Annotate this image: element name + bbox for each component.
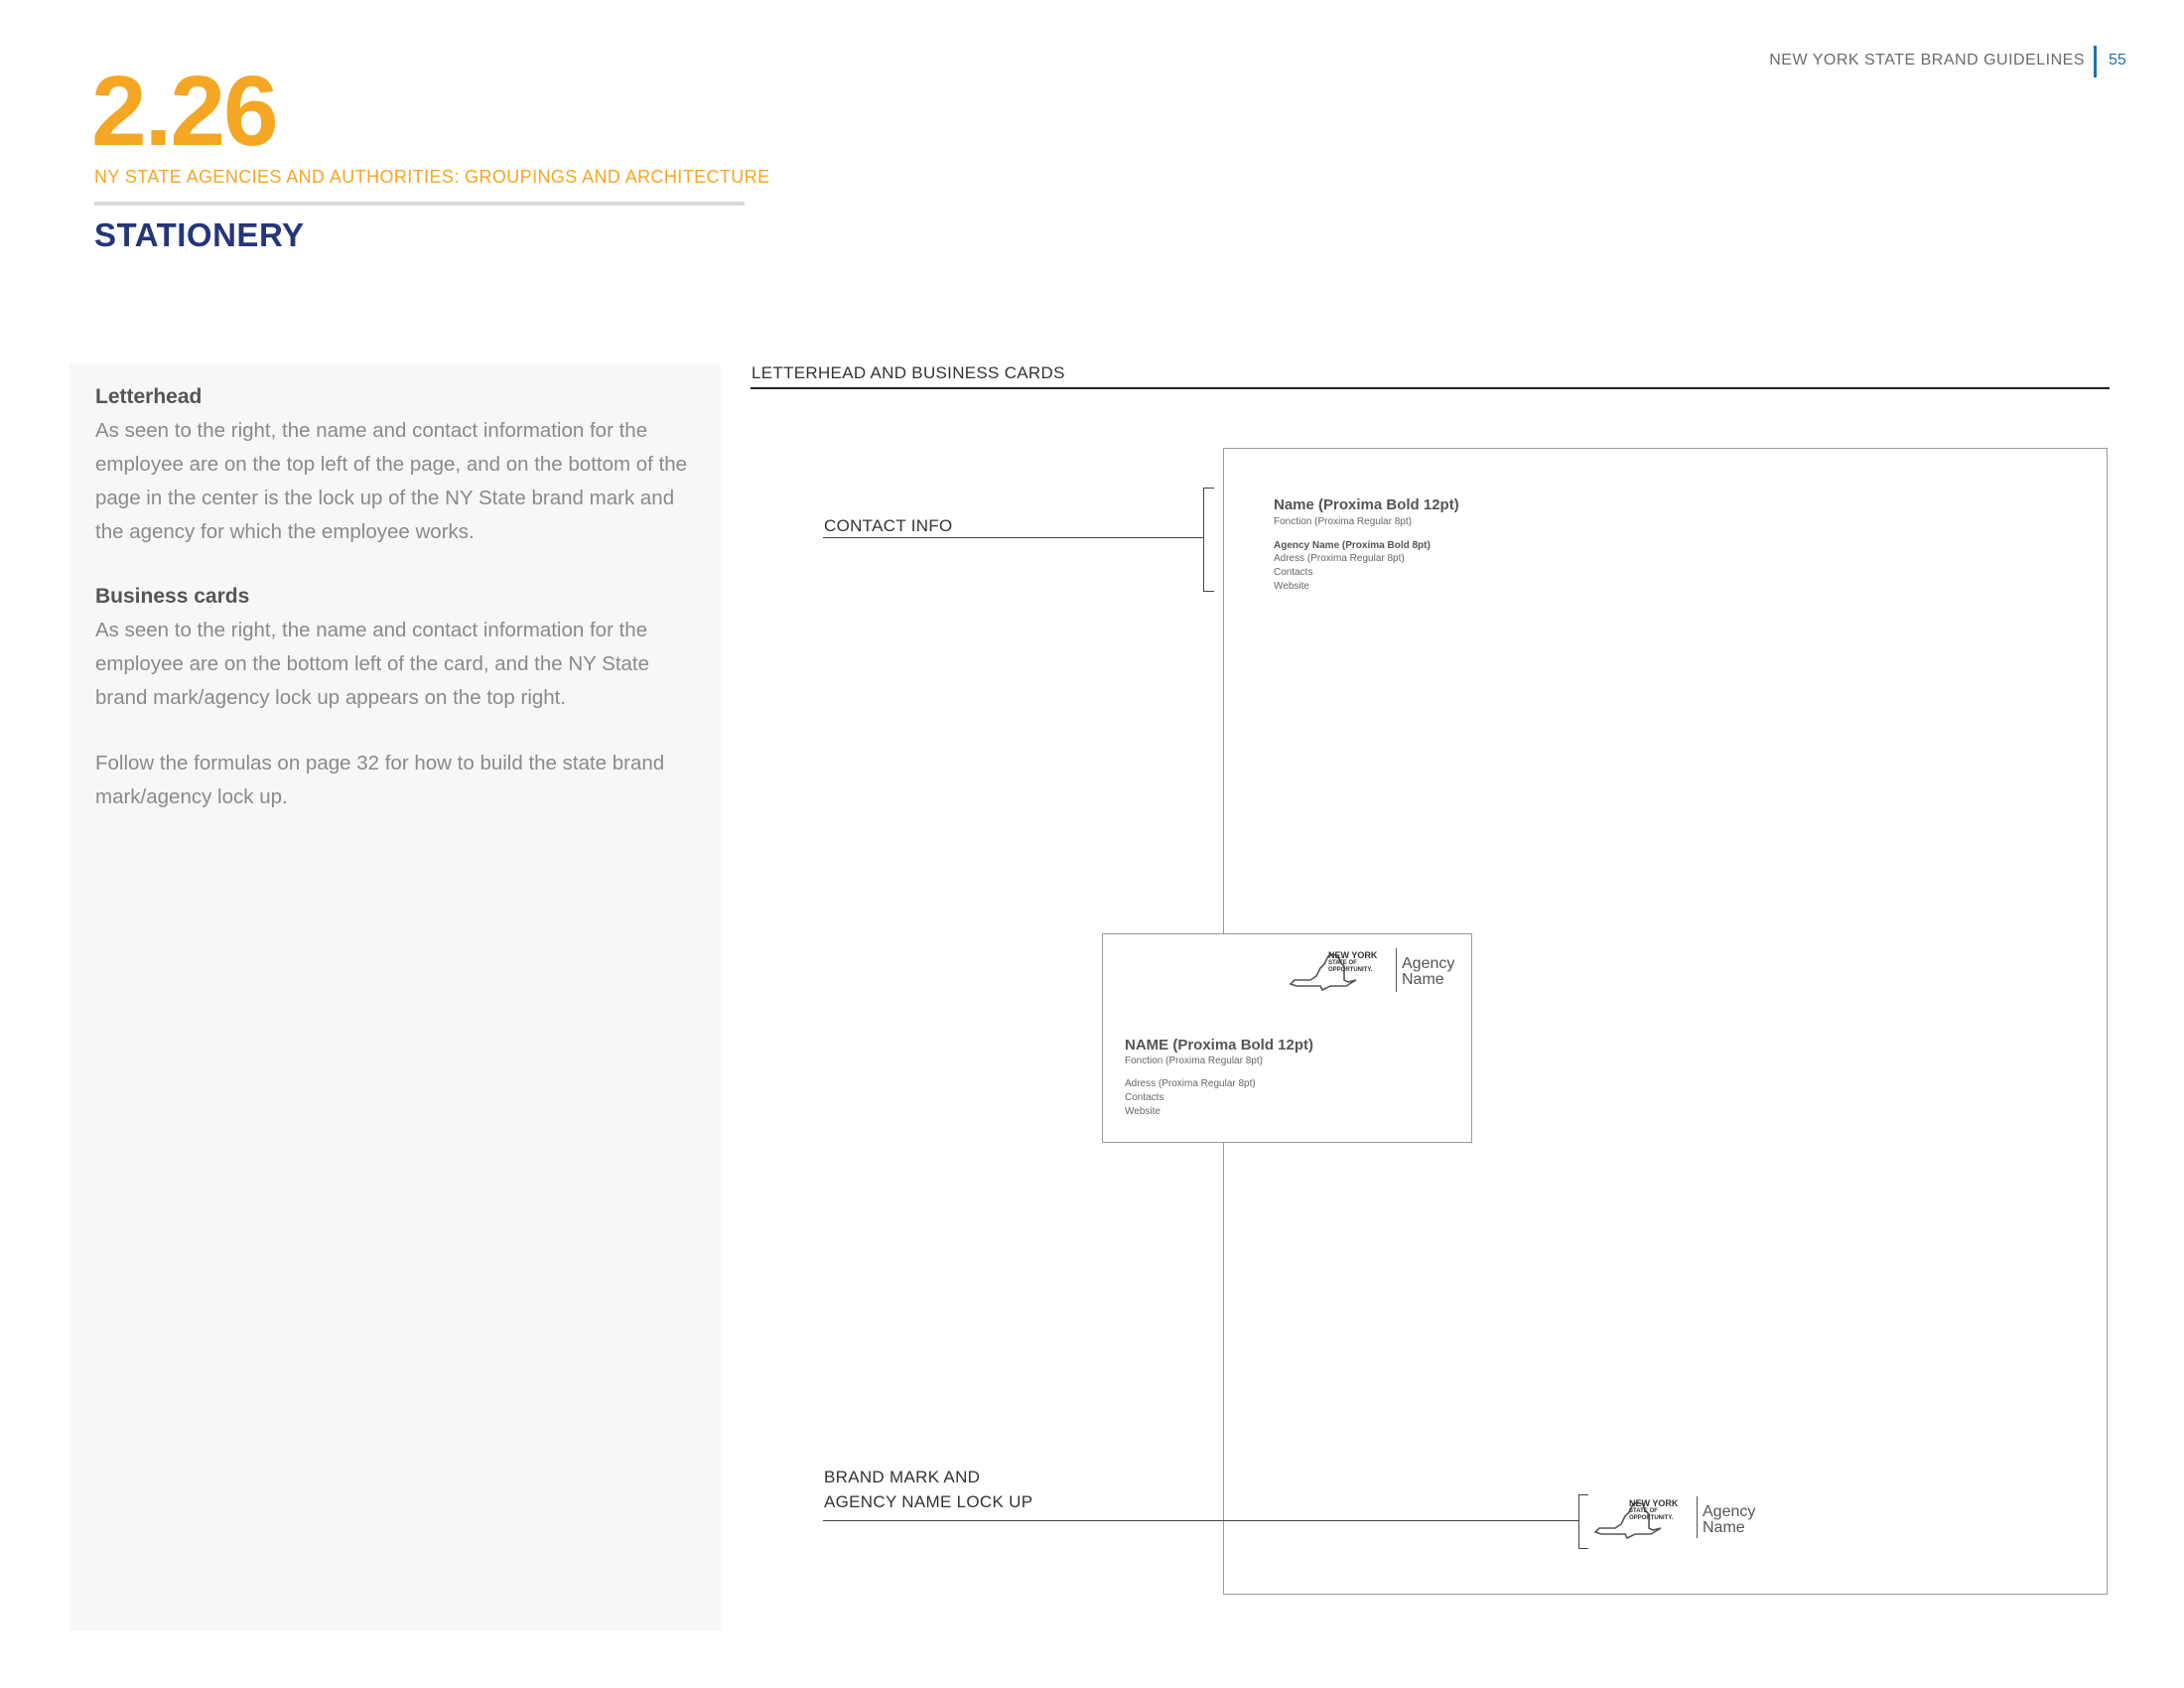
document-title: NEW YORK STATE BRAND GUIDELINES xyxy=(1769,52,2085,69)
letterhead-function: Fonction (Proxima Regular 8pt) xyxy=(1274,516,1412,527)
card-contacts: Contacts xyxy=(1125,1092,1164,1103)
page-title: STATIONERY xyxy=(94,216,305,253)
sidebar-panel xyxy=(69,363,721,1630)
business-cards-description: As seen to the right, the name and contact information for the employee are on the bottom left of the card, and the NY State brand mark/agency lock up appears on the top right. xyxy=(95,619,650,709)
card-address: Adress (Proxima Regular 8pt) xyxy=(1125,1078,1256,1089)
brand-line-1: NEW YORK xyxy=(1629,1498,1679,1508)
agency-line-1: Agency xyxy=(1402,955,1455,972)
section-subtitle: NY STATE AGENCIES AND AUTHORITIES: GROUPINGS AND ARCHITECTURE xyxy=(94,167,770,187)
lockup-divider xyxy=(1396,948,1397,992)
card-brand-lockup xyxy=(1287,948,1455,998)
letterhead-contacts: Contacts xyxy=(1274,567,1313,578)
card-website: Website xyxy=(1125,1106,1160,1117)
agency-line-1: Agency xyxy=(1703,1503,1756,1520)
letterhead-address: Adress (Proxima Regular 8pt) xyxy=(1274,553,1405,564)
brand-line-1: NEW YORK xyxy=(1328,950,1378,960)
brand-line-3: OPPORTUNITY. xyxy=(1629,1515,1674,1521)
diagram-title-rule xyxy=(751,387,2110,389)
page-number: 55 xyxy=(2109,52,2126,69)
brand-line-3: OPPORTUNITY. xyxy=(1328,967,1373,973)
lockup-divider xyxy=(1697,1496,1698,1538)
letterhead-website: Website xyxy=(1274,581,1309,592)
section-divider xyxy=(94,202,745,206)
card-name: NAME (Proxima Bold 12pt) xyxy=(1125,1037,1314,1054)
letterhead-description: As seen to the right, the name and contact information for the employee are on the top left of the page, and on the bottom of the page in the center is the lock up of the NY State brand mark and the agency for which the employee works. xyxy=(95,419,688,543)
card-function: Fonction (Proxima Regular 8pt) xyxy=(1125,1055,1263,1066)
business-card-mockup xyxy=(1102,933,1472,1143)
brand-line-2: STATE OF xyxy=(1629,1508,1658,1514)
business-cards-heading: Business cards xyxy=(95,585,250,608)
contact-info-callout: CONTACT INFO xyxy=(824,516,953,535)
letterhead-agency: Agency Name (Proxima Bold 8pt) xyxy=(1274,540,1431,551)
letterhead-heading: Letterhead xyxy=(95,385,203,408)
letterhead-brand-lockup xyxy=(1591,1496,1756,1546)
brand-line-2: STATE OF xyxy=(1328,960,1357,966)
lockup-callout-line-2: AGENCY NAME LOCK UP xyxy=(824,1492,1033,1511)
diagram-title: LETTERHEAD AND BUSINESS CARDS xyxy=(751,363,1065,382)
header-divider xyxy=(2094,46,2097,77)
agency-line-2: Name xyxy=(1402,971,1444,988)
letterhead-name: Name (Proxima Bold 12pt) xyxy=(1274,496,1459,513)
lockup-bracket xyxy=(1578,1494,1588,1549)
section-number: 2.26 xyxy=(91,56,277,167)
formula-note: Follow the formulas on page 32 for how to build the state brand mark/agency lock up. xyxy=(95,752,665,808)
contact-info-bracket xyxy=(1203,488,1214,592)
lockup-leader-line xyxy=(823,1520,1578,1521)
lockup-callout-line-1: BRAND MARK AND xyxy=(824,1468,981,1486)
agency-line-2: Name xyxy=(1703,1519,1745,1536)
contact-info-leader-line xyxy=(823,537,1203,538)
